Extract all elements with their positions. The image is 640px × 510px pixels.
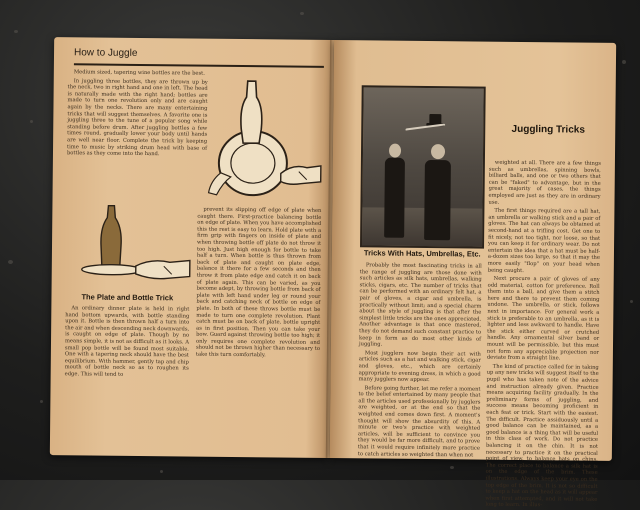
paragraph: The kind of practice called for in taking up any new tricks will suggest itself to the pupil who has taken note of the advice and instruction already given. Practice means acquiring facility gradually. In the preliminary forms of juggling, and success means becoming proficient in each feat or trick. Start with the easiest. The difficult. Practice assiduously until a good balance can be maintained, as a good balance is a thing that will be useful in this class of work. Do not practice balancing it on the chin. It is not necessary to practice it on the practical point of view, to balance hats on chins. The correct place to balance a silk hat is on the edge of the brim. These illustrations. Always keep your eye on the top edge of the brim. It is not so difficult to keep a hat on the head as it will appear when first attempted, and it will not take long to learn. In illus- <box>485 363 599 509</box>
paragraph: Probably the most fascinating tricks in all the range of juggling are those done with such articles as silk hats, umbrellas, walking sticks, cigars, etc. The number of tricks that can be performed with an ordinary felt hat, a pair of gloves, a cigar and umbrella, is practically without limit; and a special charm about the style of juggling is that after the simplest little tricks are the ones appreciated. Another advantage is that once mastered, they do not demand such constant practice to keep in form as do most other kinds of juggling. <box>358 262 482 348</box>
left-page <box>50 37 332 458</box>
paragraph: prevent its slipping off edge of plate when caught there. First-practice balancing bottle on edge of plate. When you have accomplished this the rest is easy to learn. Hold plate with a firm grip with fingers on inside of plate and when throwing bottle off plate do not throw it too high. Just high enough for bottle to take half a turn. When bottle is thus thrown from back of plate and caught on plate edge, balance it there for a few seconds and then throw it from plate edge and catch it on back of plate again. This can be varied, as you become adept, by throwing bottle from back of plate with left hand under leg or round your back and catching neck of bottle on edge of plate. In both of these throws bottle must be made to turn one complete revolution. Plant catch must be on back of plate, bottle upright as in first position. Then you can take your bow. Guard against throwing bottle too high; it only requires one complete revolution and should not be thrown higher than necessary to take this turn comfortably. <box>195 206 322 359</box>
open-booklet <box>50 37 614 509</box>
running-head: How to Juggle <box>73 47 138 59</box>
paragraph: Medium sized, tapering wine bottles are the best. <box>73 69 205 77</box>
counter-speck <box>630 300 633 303</box>
paragraph: Before going further, let me refer a moment to the belief entertained by many people that all the articles used professionally by jugglers are weighted, or at the end so that the weighted end comes down first. A moment's thought will show the absurdity of this. A minute or two's practice with weighted articles, will be sufficient to convince you they would be far more difficult, and to prove that it would require infinitely more practice to catch articles so weighted than when not <box>357 385 481 459</box>
counter-speck <box>14 30 18 33</box>
right-col1-text <box>357 262 482 459</box>
photo-floor <box>362 207 482 246</box>
counter-speck <box>30 120 33 123</box>
two-jugglers-with-hat-photo <box>360 85 486 248</box>
right-col2-text <box>485 159 601 509</box>
left-col1-top-text <box>67 69 208 188</box>
page-title: Juggling Tricks <box>511 123 585 136</box>
right-page <box>330 40 616 509</box>
counter-speck <box>450 466 454 469</box>
plate-bottle-caption: The Plate and Bottle Trick <box>81 292 174 303</box>
walking-stick <box>405 123 445 130</box>
header-rule <box>74 63 324 68</box>
counter-speck <box>622 60 626 64</box>
counter-speck <box>160 470 163 473</box>
counter-speck <box>300 12 304 15</box>
juggler-head-right <box>431 144 445 159</box>
counter-speck <box>8 260 13 264</box>
paragraph: Most jugglers now begin their act with articles such as a hat and walking stick, cigar and gloves, etc., which are certainly appropriate to evening dress, in which a good many jugglers now appear. <box>358 350 481 384</box>
photo-caption: Tricks With Hats, Umbrellas, Etc. <box>363 248 481 259</box>
left-col1-bottom-text <box>64 305 189 446</box>
juggler-figure-right <box>424 160 451 240</box>
paragraph: The first things required are a tall hat, an umbrella or walking stick and a pair of gloves. The hat can always be obtained at second-hand at a trifling cost. Get one to fit nicely, not too tight, nor loose, so that you can keep it for ordinary wear. Do not entertain the idea that a hat must be half-a-dozen sizes too large, so that it may the more easily "flop" on your head when being caught. <box>487 207 601 274</box>
paragraph: weighted at all. There are a few things such as umbrellas, spinning bowls, billiard balls, and one or two others that can be "faked" to advantage, but in the great majority of cases, the things employed are just as they are in ordinary use. <box>488 159 601 206</box>
juggler-head-left <box>389 144 401 158</box>
hand-with-plate-bottle-sketch <box>202 77 323 206</box>
paragraph: Next procure a pair of gloves of any odd material, cotton for preference. Roll them into a ball, and give them a stitch here and there to prevent them coming undone. The umbrella, or stick, follows next in importance. For general work a stick is preferable to an umbrella, as it is lighter and less awkward to handle. Have the stick either curved or crutched handle. Any ornamental silver band or mount will be permissible, but this must not form any appreciable projection nor deviate from a straight line. <box>486 275 600 362</box>
paragraph: An ordinary dinner plate is held in right hand bottom upwards, with bottle standing upon it. Bottle is then thrown half a turn into the air and when descending neck downwards, is caught on edge of plate. Though by no means simple, it is not as difficult as it looks. A small pop bottle will be found most suitable. One with a tapering neck should have the best equilibrium. With hammer, gently tap and chip mouth of bottle neck so as to roughen its edge. This will tend to <box>64 305 190 378</box>
paragraph: In juggling three bottles, they are thrown up by the neck, two in right hand and one in left. The head is naturally made with the right hand; bottles are made to turn one revolution only and are caught again by the necks. There are many entertaining tricks that will suggest themselves. A favorite one is juggling three to the tune of a popular song while standing before drum. After juggling bottles a few times round, gradually lower your body until hands are well near floor. Complete the trick by keeping time to music by striking drum head with base of bottles as they come into the hand. <box>66 77 208 158</box>
juggler-figure-left <box>384 158 405 238</box>
hand-with-bottle-on-plate-sketch <box>72 199 193 284</box>
left-col2-text <box>195 207 322 448</box>
counter-speck <box>40 400 43 403</box>
